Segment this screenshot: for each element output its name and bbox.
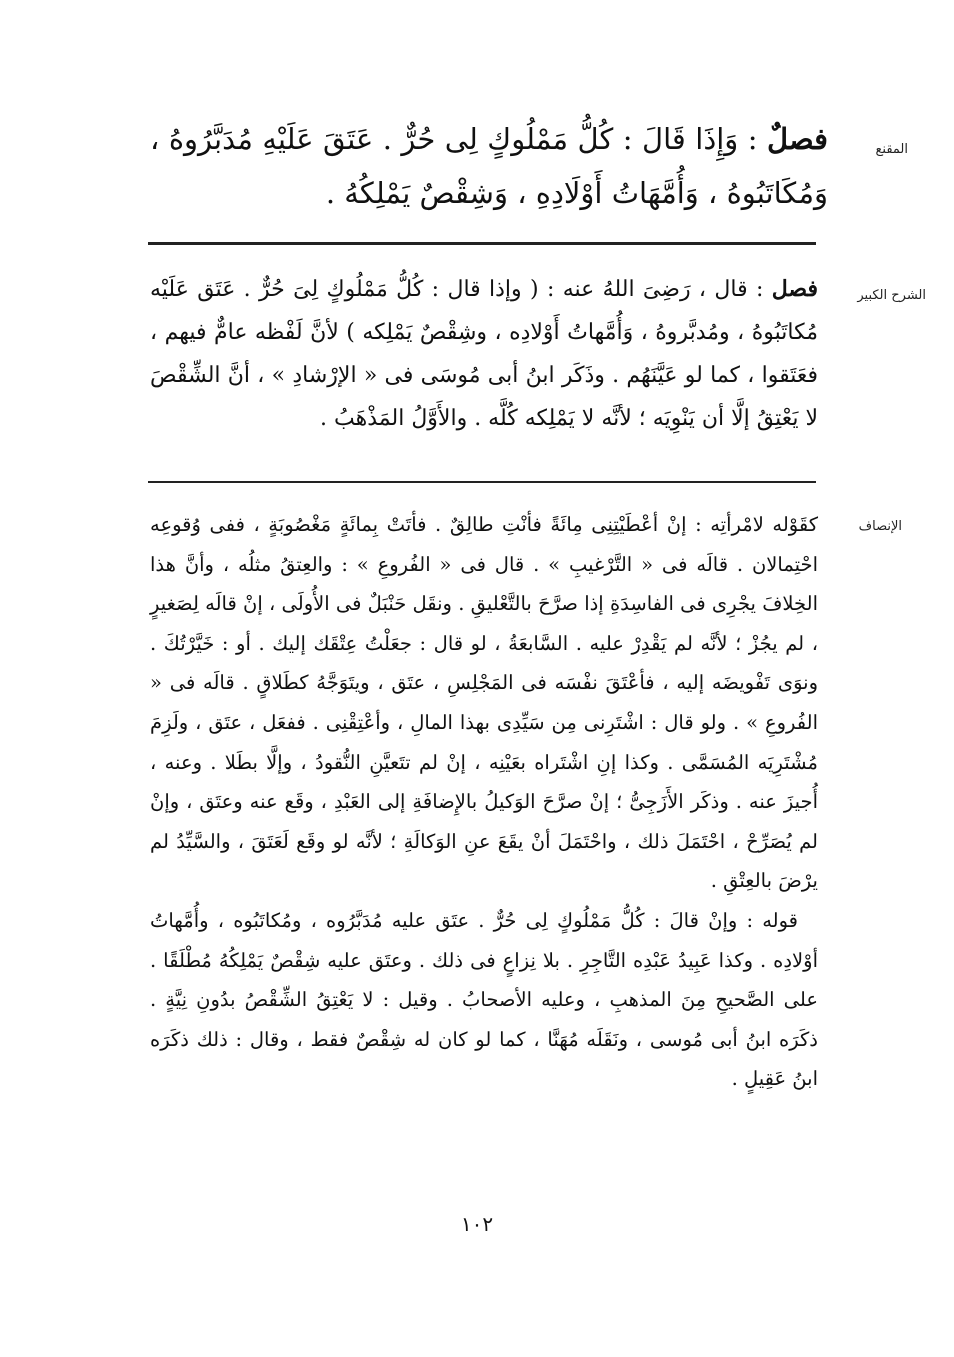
sharh-text <box>150 268 818 440</box>
insaf-paragraph-2: قوله : وإنْ قالَ : كُلُّ مَمْلُوكٍ لِى حُرٌّ . عتَق عليه مُدَبَّرُوه ، ومُكاتَبُوه ، وأُمَّهاتُ أوْلادِه . وكذا عَبِيدُ عَبْدِه التَّاجِرِ . بلا نِزاعٍ فى ذلك . وعتَق عليه شِقْصٌ يَمْلِكُهُ مُطْلَقًا . على الصَّحيحِ مِنَ المذهبِ ، وعليه الأصحابُ . وقيل : لا يَعْتِقُ الشِّقْصُ بدُونِ نِيَّةٍ . ذكَرَه ابنُ أبى مُوسى ، ونَقَلَه مُهَنَّا ، كما لو كان له شِقْصٌ فقط ، وقال : ذلك ذكَرَه ابنُ عَقِيلٍ . <box>150 908 818 1091</box>
insaf-text <box>150 505 818 1099</box>
page-number: ١٠٢ <box>460 1212 494 1236</box>
muqni-keyword: فصلٌ <box>767 122 828 156</box>
divider-1 <box>148 242 816 245</box>
sharh-body: : قال ، رَضِىَ اللهُ عنه : ( وإذا قال : كُلُّ مَمْلُوكٍ لِىَ حُرٌّ . عَتَق عَلَيْه مُكاتَبُوهُ ، ومُدبَّروهُ ، وَأُمَّهاتُ أَوْلادِه ، وشِقْصٌ يَمْلِكه ) لأنَّ لَفْظه عامٌّ فيهم ، فعَتَقوا ، كما لو عَيَّنَهُم . وذَكَر ابنُ أبى مُوسَى فى « الإرْشادِ » ، أنَّ الشِّقْصَ لا يَعْتِقُ إلَّا أن يَنْوِيَه ؛ لأنَّه لا يَمْلِكه كُلَّه . والأَوَّلُ المَذْهَبُ . <box>150 277 818 431</box>
divider-2 <box>148 481 816 483</box>
muqni-body: : وَإِذَا قَالَ : كُلُّ مَمْلُوكٍ لِى حُرٌّ . عَتَقَ عَلَيْهِ مُدَبَّرُوهُ ، وَمُكَاتَبُوهُ ، وَأُمَّهَاتُ أَوْلَادِهِ ، وَشِقْصٌ يَمْلِكُهُ . <box>150 122 828 210</box>
sharh-label: الشرح الكبير <box>857 288 926 303</box>
insaf-paragraph-1: كقَوْله لامْرأتِه : إنْ أعْطَيْتِنِى مِائَةً فأنْتِ طالِقٌ . فأتَتْ بِمائَةٍ مَغْصُوبَةٍ ، ففى وُقوعِه احْتِمالان . قالَه فى « التَّرْغيبِ » . قال فى « الفُروعِ » : والعِتقُ مثلُه ، وأنَّ هذا الخِلافَ يجْرِى فى الفاسِدَةِ إذا صرَّحَ بالتَّعْليقِ . ونقَل حَنْبَلٌ فى الأُولَى ، إنْ قالَه لِصَغيرٍ ، لم يجُزْ ؛ لأنَّه لم يَقْدِرْ عليه . السَّابعَةُ ، لو قال : جعَلْتُ عِتْقَك إليك . أو : خَيَّرْتُكَ . ونوَى تَفْويضَه إليه ، فأعْتَقَ نفْسَه فى المَجْلِسِ ، عتَق ، ويتَوَجَّهُ كطَلاقٍ . قالَه فى « الفُروعِ » . ولو قال : اشْتَرِنى مِن سَيِّدِى بهذا المالِ ، وأعْتِقْنِى . ففعَل ، عتَق ، ولَزِمَ مُشْتَرِيَه المُسَمَّى . وكذا إنِ اشْتَراه بعَيْنِه ، إنْ لم تتَعيَّنِ النُّقودُ ، وإلَّا بطَلا . وعنه ، أُجيزَ عنه . وذكَر الأَزَجِىُّ ؛ إنْ صرَّحَ الوَكيلُ بالإِضافَةِ إلى العَبْدِ ، وقَع عنه وعتَق ، وإنْ لم يُصَرِّحْ ، احْتَمَلَ ذلك ، واحْتَمَلَ أنْ يقَعَ عنِ الوَكالَةِ ؛ لأنَّه لو وقَع لَعَتَقَ ، والسَّيِّدُ لم يرْضَ بالعِتْقِ . <box>150 513 818 893</box>
muqni-label: المقنع <box>875 142 908 157</box>
sharh-keyword: فصل <box>771 276 818 302</box>
insaf-label: الإنصاف <box>858 519 902 534</box>
muqni-text <box>150 112 828 220</box>
